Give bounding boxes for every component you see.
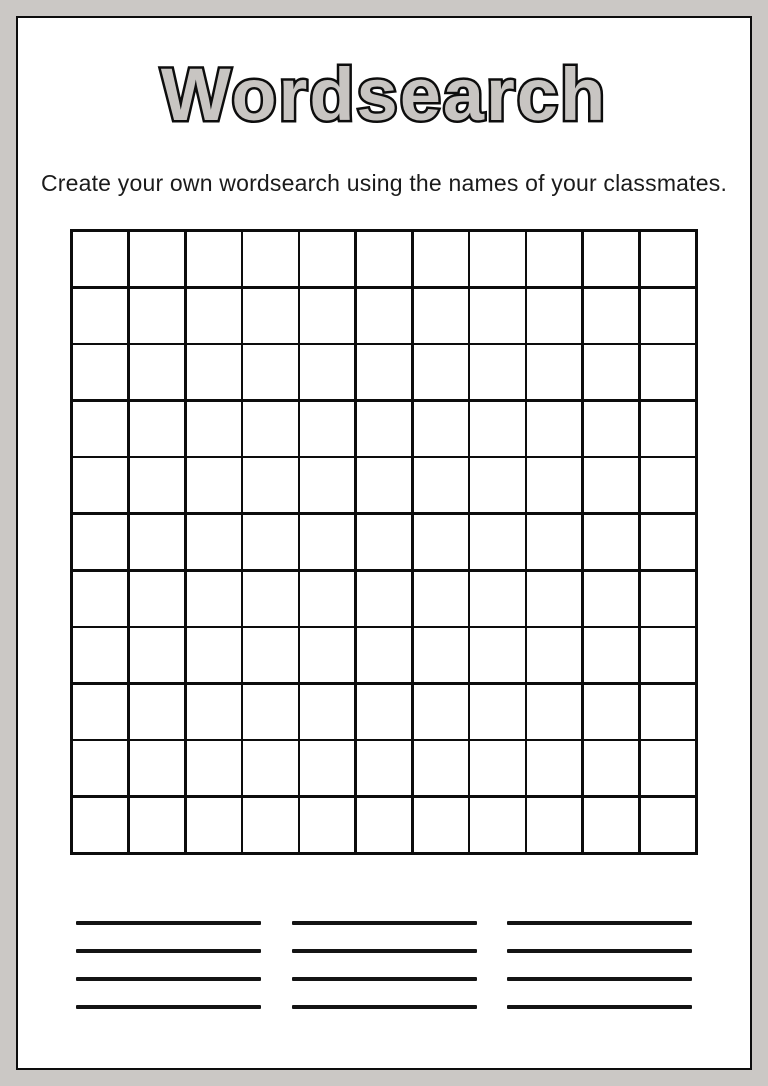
instruction-text: Create your own wordsearch using the names of your classmates. xyxy=(40,170,728,196)
grid-cell xyxy=(414,232,468,286)
grid-cell xyxy=(527,458,581,512)
grid-cell xyxy=(300,515,354,569)
grid-cell xyxy=(414,515,468,569)
grid-cell xyxy=(414,798,468,852)
grid-cell xyxy=(73,402,127,456)
grid-cell xyxy=(187,458,241,512)
grid-cell xyxy=(73,628,127,682)
grid-cell xyxy=(357,628,411,682)
answer-blank-line xyxy=(507,1005,692,1009)
grid-cell xyxy=(470,402,524,456)
grid-cell xyxy=(300,741,354,795)
grid-cell xyxy=(243,572,297,626)
grid-cell xyxy=(73,572,127,626)
grid-cell xyxy=(243,628,297,682)
grid-cell xyxy=(357,741,411,795)
grid-cell xyxy=(187,741,241,795)
grid-cell xyxy=(527,685,581,739)
grid-cell xyxy=(187,232,241,286)
grid-cell xyxy=(470,289,524,343)
grid-cell xyxy=(527,628,581,682)
grid-cell xyxy=(527,402,581,456)
grid-cell xyxy=(470,685,524,739)
grid-cell xyxy=(187,628,241,682)
grid-cell xyxy=(584,798,638,852)
grid-cell xyxy=(641,458,695,512)
grid-cell xyxy=(187,402,241,456)
grid-cell xyxy=(357,402,411,456)
grid-cell xyxy=(527,289,581,343)
grid-cell xyxy=(300,289,354,343)
grid-cell xyxy=(73,685,127,739)
grid-cell xyxy=(357,798,411,852)
grid-cell xyxy=(584,572,638,626)
grid-cell xyxy=(641,515,695,569)
grid-cell xyxy=(300,458,354,512)
grid-cell xyxy=(357,345,411,399)
grid-cell xyxy=(414,572,468,626)
grid-cell xyxy=(414,289,468,343)
grid-cell xyxy=(243,458,297,512)
grid-cell xyxy=(300,572,354,626)
grid-cell xyxy=(414,628,468,682)
grid-cell xyxy=(130,628,184,682)
grid-cell xyxy=(641,572,695,626)
grid-cell xyxy=(130,402,184,456)
grid-cell xyxy=(641,345,695,399)
grid-cell xyxy=(187,345,241,399)
grid-cell xyxy=(414,741,468,795)
grid-cell xyxy=(243,685,297,739)
grid-cell xyxy=(130,741,184,795)
grid-cell xyxy=(73,515,127,569)
grid-cell xyxy=(584,458,638,512)
grid-cell xyxy=(243,232,297,286)
grid-cell xyxy=(130,345,184,399)
grid-cell xyxy=(527,741,581,795)
grid-cell xyxy=(300,402,354,456)
answer-blank-line xyxy=(76,977,261,981)
grid-cell xyxy=(187,798,241,852)
grid-cell xyxy=(130,572,184,626)
grid-cell xyxy=(527,798,581,852)
answer-blank-line xyxy=(507,921,692,925)
grid-cell xyxy=(527,572,581,626)
grid-cell xyxy=(243,402,297,456)
grid-cell xyxy=(584,685,638,739)
grid-cell xyxy=(470,515,524,569)
grid-cell xyxy=(357,572,411,626)
answer-lines-section xyxy=(76,921,692,1009)
grid-cell xyxy=(73,458,127,512)
grid-cell xyxy=(641,232,695,286)
answer-blank-line xyxy=(292,921,477,925)
grid-cell xyxy=(470,798,524,852)
worksheet-page xyxy=(16,16,752,1070)
answer-blank-line xyxy=(76,921,261,925)
grid-cell xyxy=(584,741,638,795)
grid-cell xyxy=(73,798,127,852)
grid-cell xyxy=(357,289,411,343)
grid-cell xyxy=(641,628,695,682)
grid-cell xyxy=(73,289,127,343)
grid-cell xyxy=(73,232,127,286)
grid-cell xyxy=(243,741,297,795)
answer-blank-line xyxy=(507,977,692,981)
answer-line-column xyxy=(76,921,261,1009)
answer-blank-line xyxy=(292,977,477,981)
grid-cell xyxy=(130,232,184,286)
grid-cell xyxy=(130,458,184,512)
grid-cell xyxy=(243,515,297,569)
grid-cell xyxy=(470,458,524,512)
grid-cell xyxy=(641,685,695,739)
answer-blank-line xyxy=(292,949,477,953)
grid-cell xyxy=(357,685,411,739)
grid-cell xyxy=(584,345,638,399)
grid-cell xyxy=(300,232,354,286)
grid-cell xyxy=(641,798,695,852)
answer-blank-line xyxy=(292,1005,477,1009)
grid-cell xyxy=(243,798,297,852)
grid-cell xyxy=(470,741,524,795)
grid-cell xyxy=(414,345,468,399)
grid-cell xyxy=(470,628,524,682)
grid-cell xyxy=(243,345,297,399)
grid-cell xyxy=(130,798,184,852)
grid-cell xyxy=(414,402,468,456)
grid-cell xyxy=(527,232,581,286)
grid-cell xyxy=(527,345,581,399)
wordsearch-grid xyxy=(70,229,698,855)
grid-cell xyxy=(357,232,411,286)
grid-cell xyxy=(357,515,411,569)
answer-blank-line xyxy=(76,949,261,953)
answer-line-column xyxy=(507,921,692,1009)
grid-cell xyxy=(584,232,638,286)
grid-cell xyxy=(187,572,241,626)
grid-cell xyxy=(641,289,695,343)
grid-cell xyxy=(73,345,127,399)
grid-cell xyxy=(470,572,524,626)
grid-cell xyxy=(300,345,354,399)
grid-cell xyxy=(73,741,127,795)
grid-cell xyxy=(300,798,354,852)
grid-cell xyxy=(300,685,354,739)
grid-cell xyxy=(130,685,184,739)
grid-cell xyxy=(527,515,581,569)
grid-cell xyxy=(414,685,468,739)
grid-cell xyxy=(584,515,638,569)
answer-blank-line xyxy=(507,949,692,953)
grid-cell xyxy=(130,515,184,569)
grid-cell xyxy=(641,402,695,456)
grid-cell xyxy=(187,289,241,343)
worksheet-title: Wordsearch xyxy=(160,53,608,136)
grid-cell xyxy=(470,345,524,399)
grid-cell xyxy=(187,515,241,569)
grid-cell xyxy=(584,289,638,343)
grid-cell xyxy=(641,741,695,795)
answer-blank-line xyxy=(76,1005,261,1009)
grid-cell xyxy=(584,628,638,682)
grid-cell xyxy=(414,458,468,512)
grid-cell xyxy=(357,458,411,512)
grid-cell xyxy=(243,289,297,343)
grid-cell xyxy=(470,232,524,286)
grid-cell xyxy=(187,685,241,739)
grid-cell xyxy=(300,628,354,682)
answer-line-column xyxy=(292,921,477,1009)
grid-cell xyxy=(584,402,638,456)
grid-cell xyxy=(130,289,184,343)
